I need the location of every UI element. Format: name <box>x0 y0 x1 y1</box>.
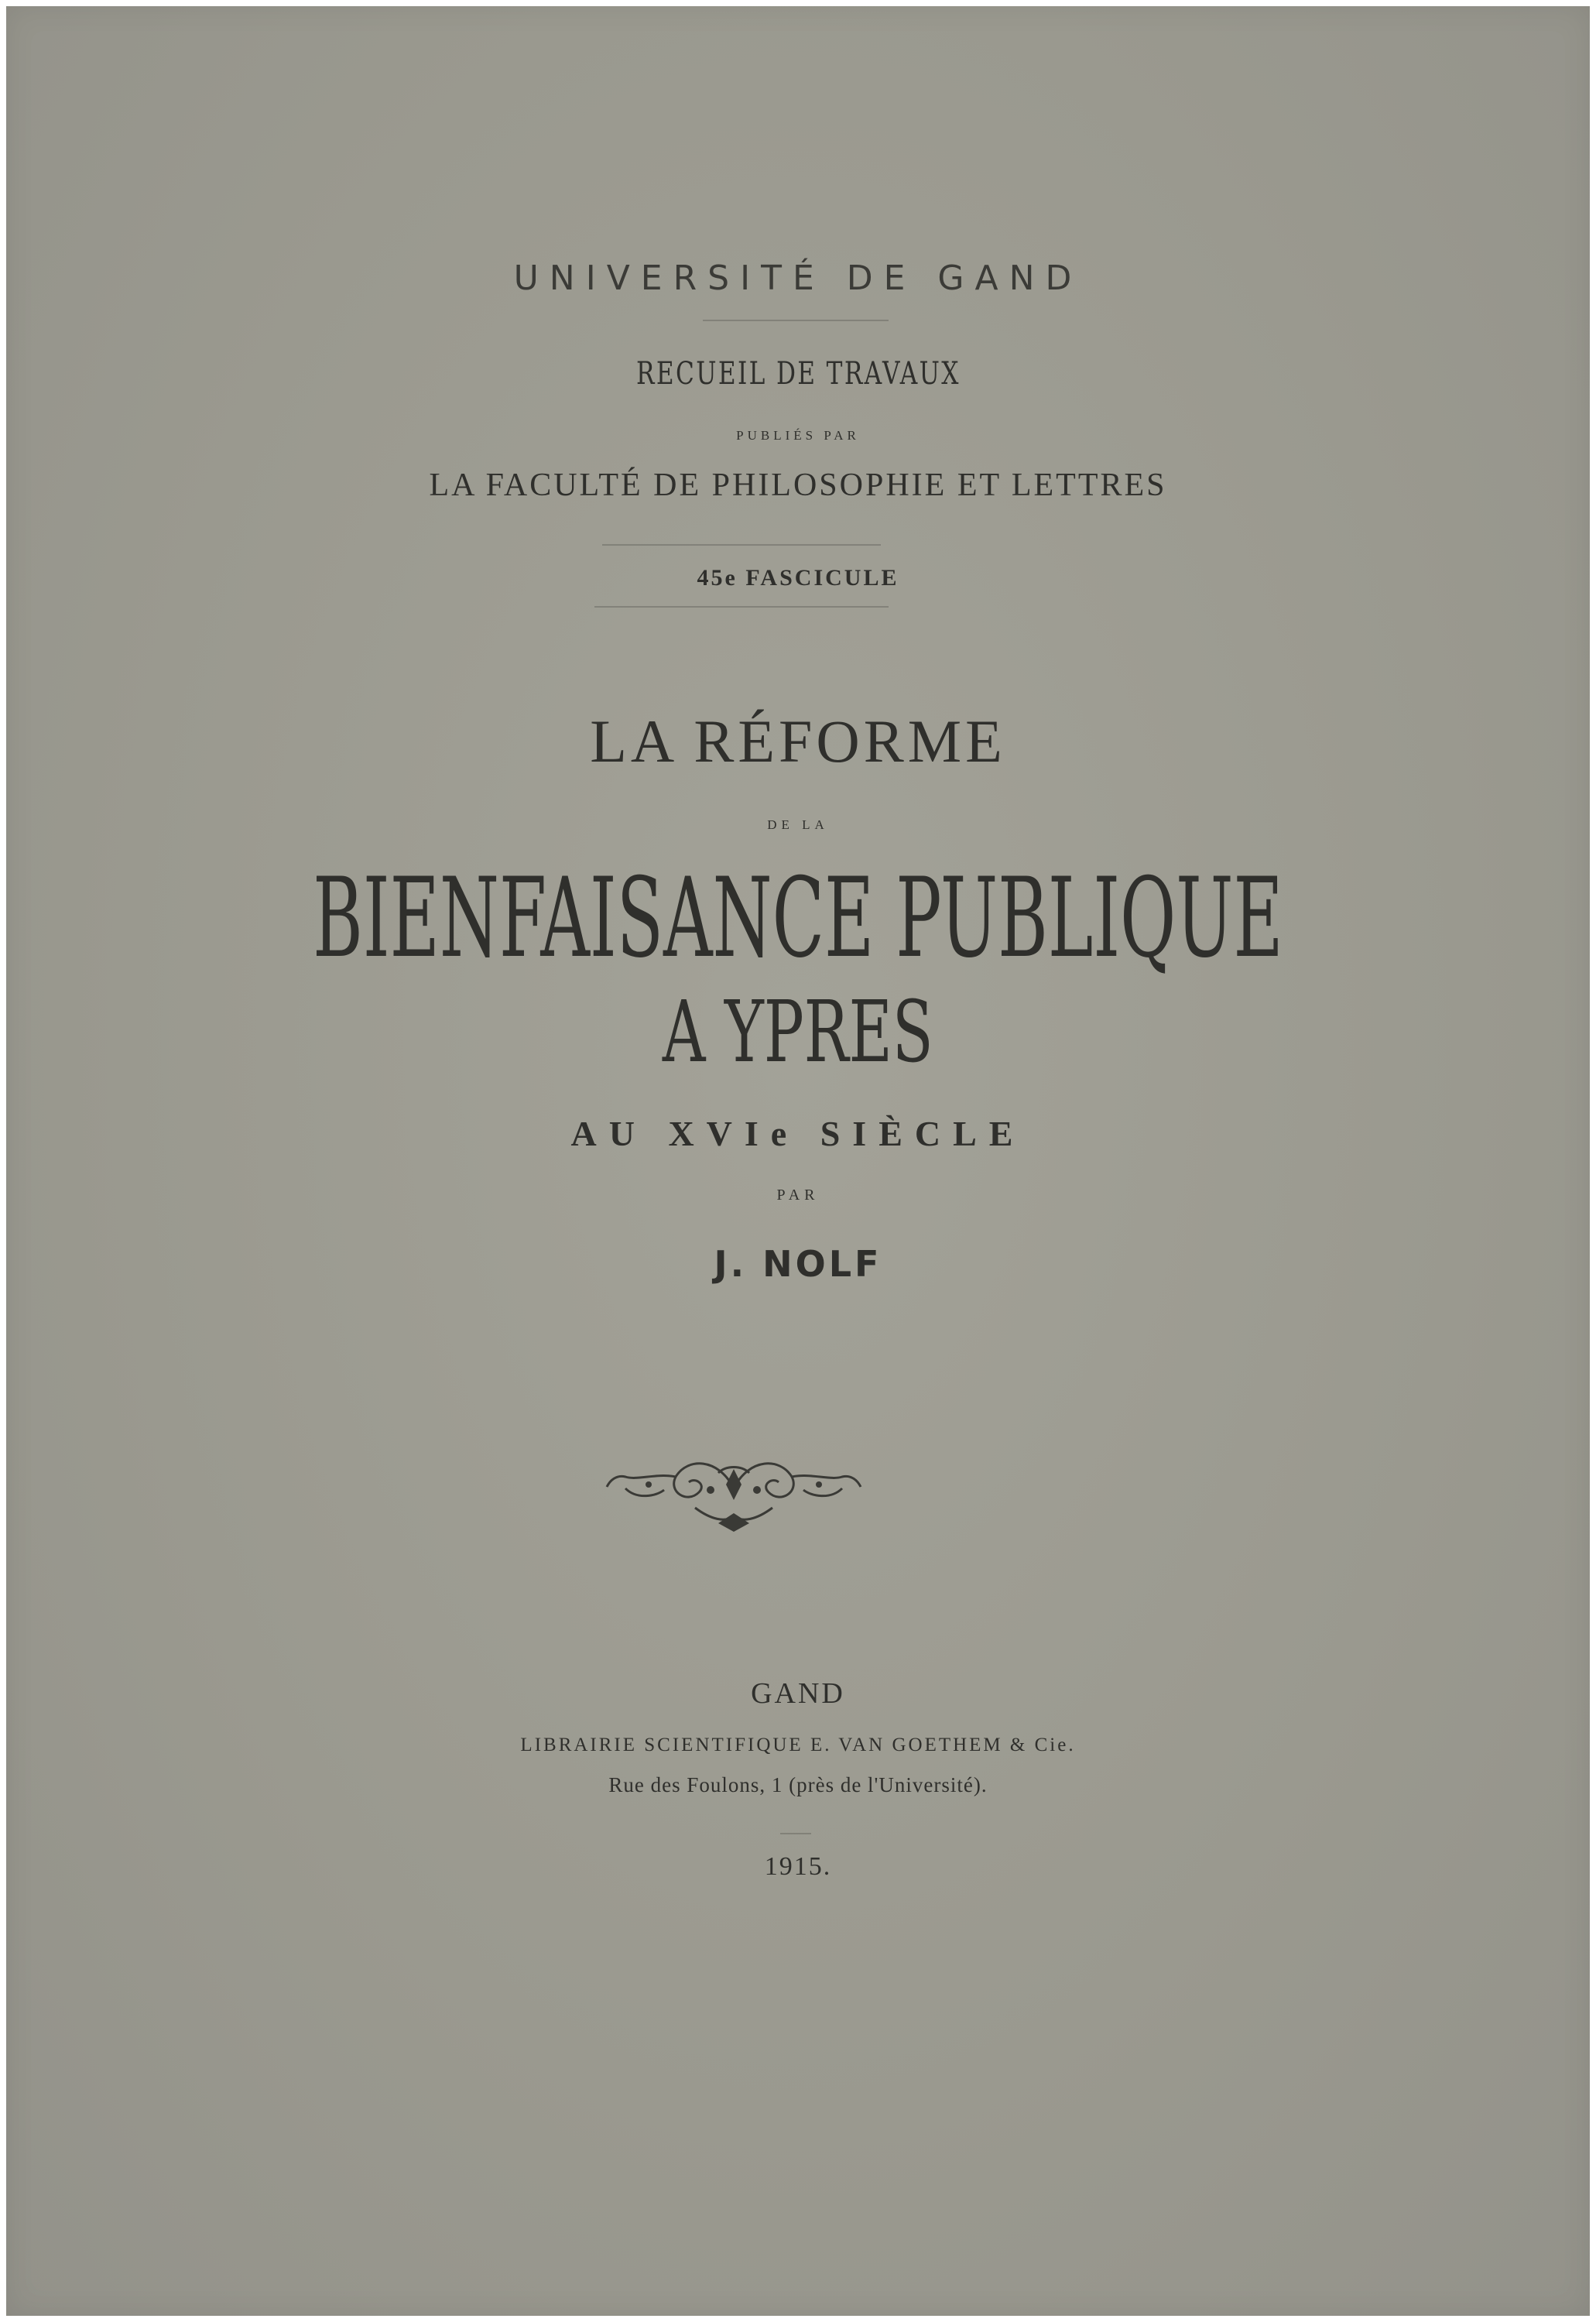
publisher-name: LIBRAIRIE SCIENTIFIQUE E. VAN GOETHEM & Cie. <box>520 1735 1076 1755</box>
divider-rule <box>602 544 881 546</box>
title-line-2-text: BIENFAISANCE PUBLIQUE <box>313 854 1283 982</box>
faculty-name: LA FACULTÉ DE PHILOSOPHIE ET LETTRES <box>429 467 1167 503</box>
title-line-2 <box>6 854 1590 982</box>
publisher-address: Rue des Foulons, 1 (près de l'Université). <box>608 1773 988 1796</box>
university-name: UNIVERSITÉ DE GAND <box>513 259 1083 298</box>
title-connector: DE LA <box>767 817 829 832</box>
title-line-4: AU XVIe SIÈCLE <box>570 1114 1026 1153</box>
title-line-3-text: A YPRES <box>663 982 933 1081</box>
author-name: J. NOLF <box>714 1243 882 1285</box>
by-label: PAR <box>776 1187 820 1204</box>
title-line-1: LA RÉFORME <box>590 707 1006 775</box>
series-title <box>6 356 1590 392</box>
title-line-3 <box>6 982 1590 1081</box>
published-by: PUBLIÉS PAR <box>736 428 860 443</box>
publication-city: GAND <box>751 1677 845 1710</box>
divider-rule <box>703 320 889 321</box>
book-cover <box>6 6 1590 2316</box>
divider-rule <box>594 606 889 608</box>
divider-rule <box>780 1833 811 1834</box>
publication-year: 1915. <box>764 1852 832 1881</box>
floral-vignette-icon <box>602 1442 865 1535</box>
series-title-text: RECUEIL DE TRAVAUX <box>635 356 961 392</box>
fascicule-number: 45e FASCICULE <box>697 565 899 591</box>
